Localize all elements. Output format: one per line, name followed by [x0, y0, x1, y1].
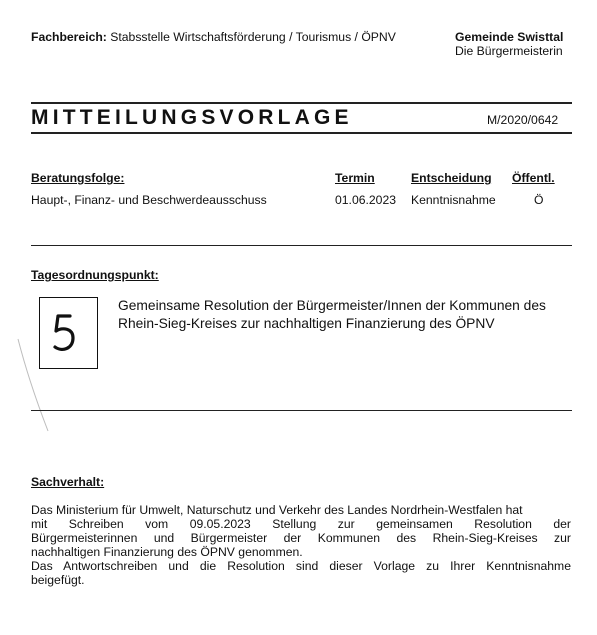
sachverhalt-line: mit Schreiben vom 09.05.2023 Stellung zur gemeinsamen Resolution der: [31, 517, 571, 531]
gremium-cell: Haupt-, Finanz- und Beschwerdeausschuss: [31, 193, 267, 207]
tagesordnungspunkt-heading: Tagesordnungspunkt:: [31, 268, 159, 282]
entscheidung-cell: Kenntnisnahme: [411, 193, 496, 207]
sachverhalt-line: Das Antwortschreiben und die Resolution sind dieser Vorlage zu Ihrer Kenntnisnahme: [31, 559, 571, 573]
document-type-title: MITTEILUNGSVORLAGE: [31, 106, 353, 129]
separator-rule-1: [31, 245, 572, 246]
sachverhalt-line: Das Ministerium für Umwelt, Naturschutz und Verkehr des Landes Nordrhein-Westfalen hat: [31, 503, 523, 517]
oeffentlich-cell: Ö: [534, 193, 544, 207]
sachverhalt-heading: Sachverhalt:: [31, 475, 105, 489]
document-number: M/2020/0642: [487, 113, 559, 127]
gemeinde-name: Gemeinde Swisttal: [455, 30, 564, 44]
termin-cell: 01.06.2023: [335, 193, 396, 207]
title-bottom-rule: [31, 132, 572, 134]
buergermeisterin-label: Die Bürgermeisterin: [455, 44, 563, 58]
fachbereich-value: Stabsstelle Wirtschaftsförderung / Tourismus / ÖPNV: [110, 30, 396, 44]
pencil-stroke-mark: [14, 335, 54, 435]
fachbereich-line: [31, 30, 396, 44]
beratungsfolge-heading: Beratungsfolge:: [31, 171, 125, 185]
fachbereich-label: Fachbereich:: [31, 30, 107, 44]
oeffentlich-heading: Öffentl.: [512, 171, 555, 185]
sachverhalt-line: Bürgermeisterinnen und Bürgermeister der Kommunen des Rhein-Sieg-Kreises zur: [31, 531, 571, 545]
agenda-item-text: [118, 297, 546, 333]
title-top-rule: [31, 102, 572, 104]
sachverhalt-line: nachhaltigen Finanzierung des ÖPNV genommen.: [31, 545, 303, 559]
sachverhalt-paragraph-1: [31, 503, 571, 587]
agenda-text-line-2: Rhein-Sieg-Kreises zur nachhaltigen Finanzierung des ÖPNV: [118, 316, 495, 331]
termin-heading: Termin: [335, 171, 375, 185]
agenda-text-line-1: Gemeinsame Resolution der Bürgermeister/Innen der Kommunen des: [118, 298, 546, 313]
separator-rule-2: [31, 410, 572, 411]
sachverhalt-line: beigefügt.: [31, 573, 85, 587]
entscheidung-heading: Entscheidung: [411, 171, 492, 185]
